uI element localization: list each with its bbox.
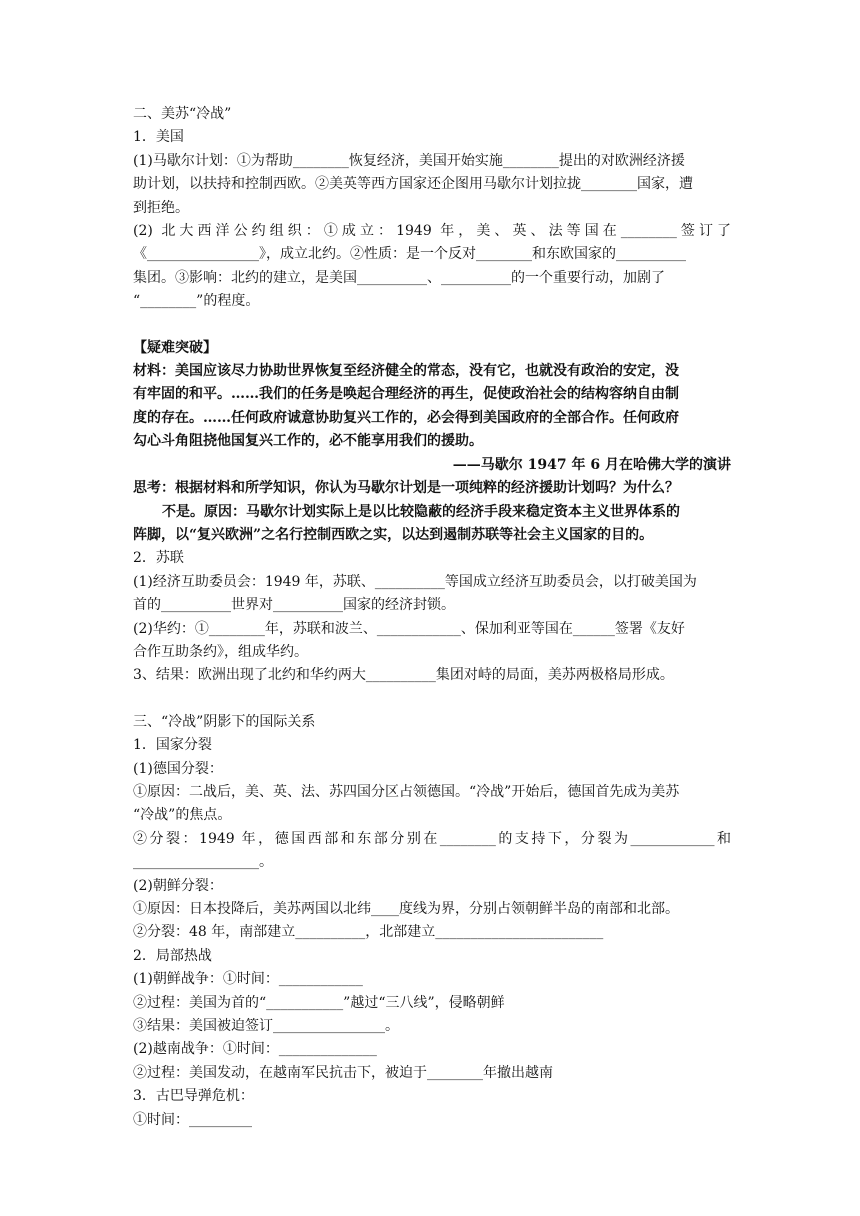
- su-warsaw-line-2: 合作互助条约》，组成华约。: [133, 643, 308, 660]
- cuba-title: 3．古巴导弹危机：: [133, 1088, 254, 1105]
- us-title: 1．美国: [133, 129, 184, 146]
- us-marshall-line-1: (1)马歇尔计划：①为帮助________恢复经济，美国开始实施________提出的对欧洲经济援: [133, 152, 685, 169]
- korean-war-process: ②过程：美国为首的“___________”越过“三八线”，侵略朝鲜: [133, 994, 505, 1011]
- germany-split-line-1: ②分裂：1949 年，德国西部和东部分别在________的支持下，分裂为____________和: [133, 830, 731, 847]
- material-line-3: 度的存在。……任何政府诚意协助复兴工作的，必会得到美国政府的全部合作。任何政府: [133, 409, 679, 426]
- korean-war-time: (1)朝鲜战争：①时间：____________: [133, 971, 363, 988]
- su-warsaw-line-1: (2)华约：①________年，苏联和波兰、____________、保加利亚等国在______签署《友好: [133, 620, 685, 637]
- war-title: 2．局部热战: [133, 947, 212, 964]
- answer-line-1: 不是。原因：马歇尔计划实际上是以比较隐蔽的经济手段来稳定资本主义世界体系的: [162, 503, 680, 520]
- germany-cause-line-2: “冷战”的焦点。: [133, 807, 232, 824]
- us-marshall-line-3: 到拒绝。: [133, 199, 189, 216]
- vietnam-war-process: ②过程：美国发动，在越南军民抗击下，被迫于________年撤出越南: [133, 1064, 553, 1081]
- germany-title: (1)德国分裂：: [133, 760, 223, 777]
- answer-line-2: 阵脚，以“复兴欧洲”之名行控制西欧之实，以达到遏制苏联等社会主义国家的目的。: [133, 526, 654, 543]
- material-line-4: 勾心斗角阻挠他国复兴工作的，必不能享用我们的援助。: [133, 433, 483, 450]
- korean-war-result: ③结果：美国被迫签订________________。: [133, 1018, 399, 1035]
- section-2-title: 二、美苏“冷战”: [133, 106, 232, 122]
- su-cmea-line-1: (1)经济互助委员会：1949 年，苏联、__________等国成立经济互助委员会，以打破美国为: [133, 573, 697, 590]
- cuba-time: ①时间：_________: [133, 1111, 252, 1128]
- us-nato-line-4: “________”的程度。: [133, 293, 260, 310]
- us-nato-line-3: 集团。③影响：北约的建立，是美国__________、__________的一个重要行动，加剧了: [133, 269, 665, 286]
- spacer: [133, 688, 731, 711]
- korea-split: ②分裂：48 年，南部建立__________，北部建立________________________: [133, 924, 604, 941]
- germany-split-line-2: __________________。: [133, 854, 273, 871]
- material-line-1: 材料：美国应该尽力协助世界恢复至经济健全的常态，没有它，也就没有政治的安定，没: [133, 363, 679, 380]
- korea-title: (2)朝鲜分裂：: [133, 877, 223, 894]
- result-line: 3、结果：欧洲出现了北约和华约两大__________集团对峙的局面，美苏两极格局形成。: [133, 667, 674, 684]
- su-cmea-line-2: 首的__________世界对__________国家的经济封锁。: [133, 597, 455, 614]
- spacer: [133, 314, 731, 337]
- us-marshall-line-2: 助计划，以扶持和控制西欧。②美英等西方国家还企图用马歇尔计划拉拢________国家，遭: [133, 176, 693, 193]
- vietnam-war-time: (2)越南战争：①时间：______________: [133, 1041, 377, 1058]
- break-title: 【疑难突破】: [133, 339, 217, 356]
- document-page: [133, 103, 731, 1132]
- material-line-2: 有牢固的和平。……我们的任务是唤起合理经济的再生，促使政治社会的结构容纳自由制: [133, 386, 679, 403]
- think-question: 思考：根据材料和所学知识，你认为马歇尔计划是一项纯粹的经济援助计划吗？为什么？: [133, 480, 679, 497]
- us-nato-line-2: 《________________》，成立北约。②性质：是一个反对________和东欧国家的__________: [133, 246, 686, 263]
- material-source: ——马歇尔 1947 年 6 月在哈佛大学的演讲: [452, 456, 731, 473]
- split-title: 1．国家分裂: [133, 737, 212, 754]
- korea-cause: ①原因：日本投降后，美苏两国以北纬____度线为界，分别占领朝鲜半岛的南部和北部。: [133, 901, 679, 917]
- section-3-title: 三、“冷战”阴影下的国际关系: [133, 713, 316, 730]
- us-nato-line-1: (2) 北大西洋公约组织：①成立：1949 年，美、英、法等国在________签订了: [133, 223, 731, 240]
- su-title: 2．苏联: [133, 550, 184, 567]
- germany-cause-line-1: ①原因：二战后，美、英、法、苏四国分区占领德国。“冷战”开始后，德国首先成为美苏: [133, 783, 680, 800]
